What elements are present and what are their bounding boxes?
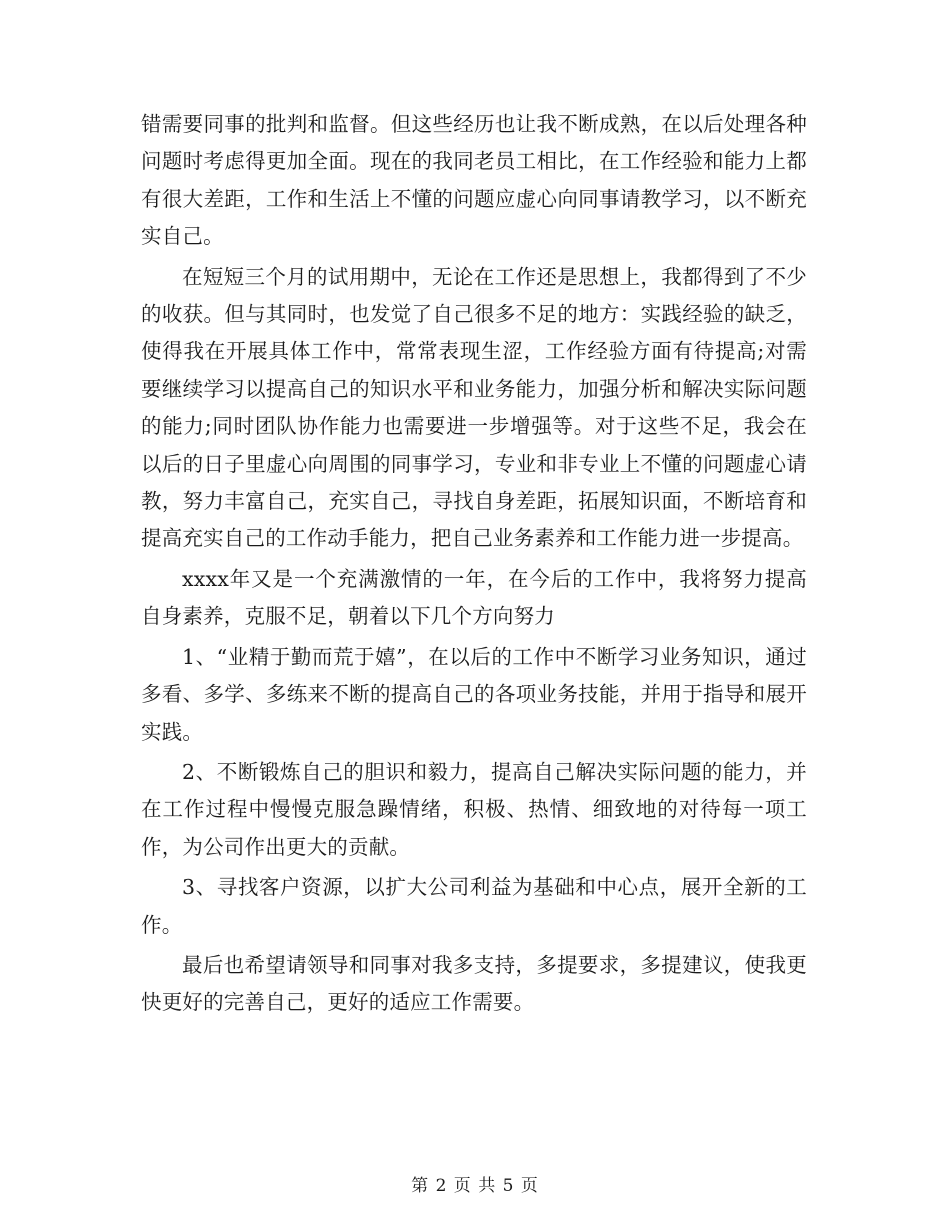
- list-item-goal-2: 2、不断锻炼自己的胆识和毅力，提高自己解决实际问题的能力，并在工作过程中慢慢克服急躁情绪，积极、热情、细致地的对待每一项工作，为公司作出更大的贡献。: [141, 759, 807, 859]
- paragraph-new-year-goals: xxxx年又是一个充满激情的一年，在今后的工作中，我将努力提高自身素养，克服不足，朝着以下几个方向努力: [141, 566, 807, 629]
- document-body: [141, 106, 807, 1022]
- list-item-goal-3: 3、寻找客户资源，以扩大公司利益为基础和中心点，展开全新的工作。: [141, 875, 807, 937]
- page-number-footer: 第 2 页 共 5 页: [411, 1176, 539, 1196]
- list-item-goal-1: 1、“业精于勤而荒于嬉”，在以后的工作中不断学习业务知识，通过多看、多学、多练来不断的提高自己的各项业务技能，并用于指导和展开实践。: [141, 644, 807, 744]
- paragraph-probation-summary: 在短短三个月的试用期中，无论在工作还是思想上，我都得到了不少的收获。但与其同时，也发觉了自己很多不足的地方：实践经验的缺乏，使得我在开展具体工作中，常常表现生涩，工作经验方面有待提高;对需要继续学习以提高自己的知识水平和业务能力，加强分析和解决实际问题的能力;同时团队协作能力也需要进一步增强等。对于这些不足，我会在以后的日子里虚心向周围的同事学习，专业和非专业上不懂的问题虚心请教，努力丰富自己，充实自己，寻找自身差距，拓展知识面，不断培育和提高充实自己的工作动手能力，把自己业务素养和工作能力进一步提高。: [141, 264, 807, 551]
- paragraph-continuation: 错需要同事的批判和监督。但这些经历也让我不断成熟，在以后处理各种问题时考虑得更加全面。现在的我同老员工相比，在工作经验和能力上都有很大差距，工作和生活上不懂的问题应虚心向同事请教学习，以不断充实自己。: [141, 112, 807, 249]
- paragraph-closing: 最后也希望请领导和同事对我多支持，多提要求，多提建议，使我更快更好的完善自己，更好的适应工作需要。: [141, 952, 807, 1015]
